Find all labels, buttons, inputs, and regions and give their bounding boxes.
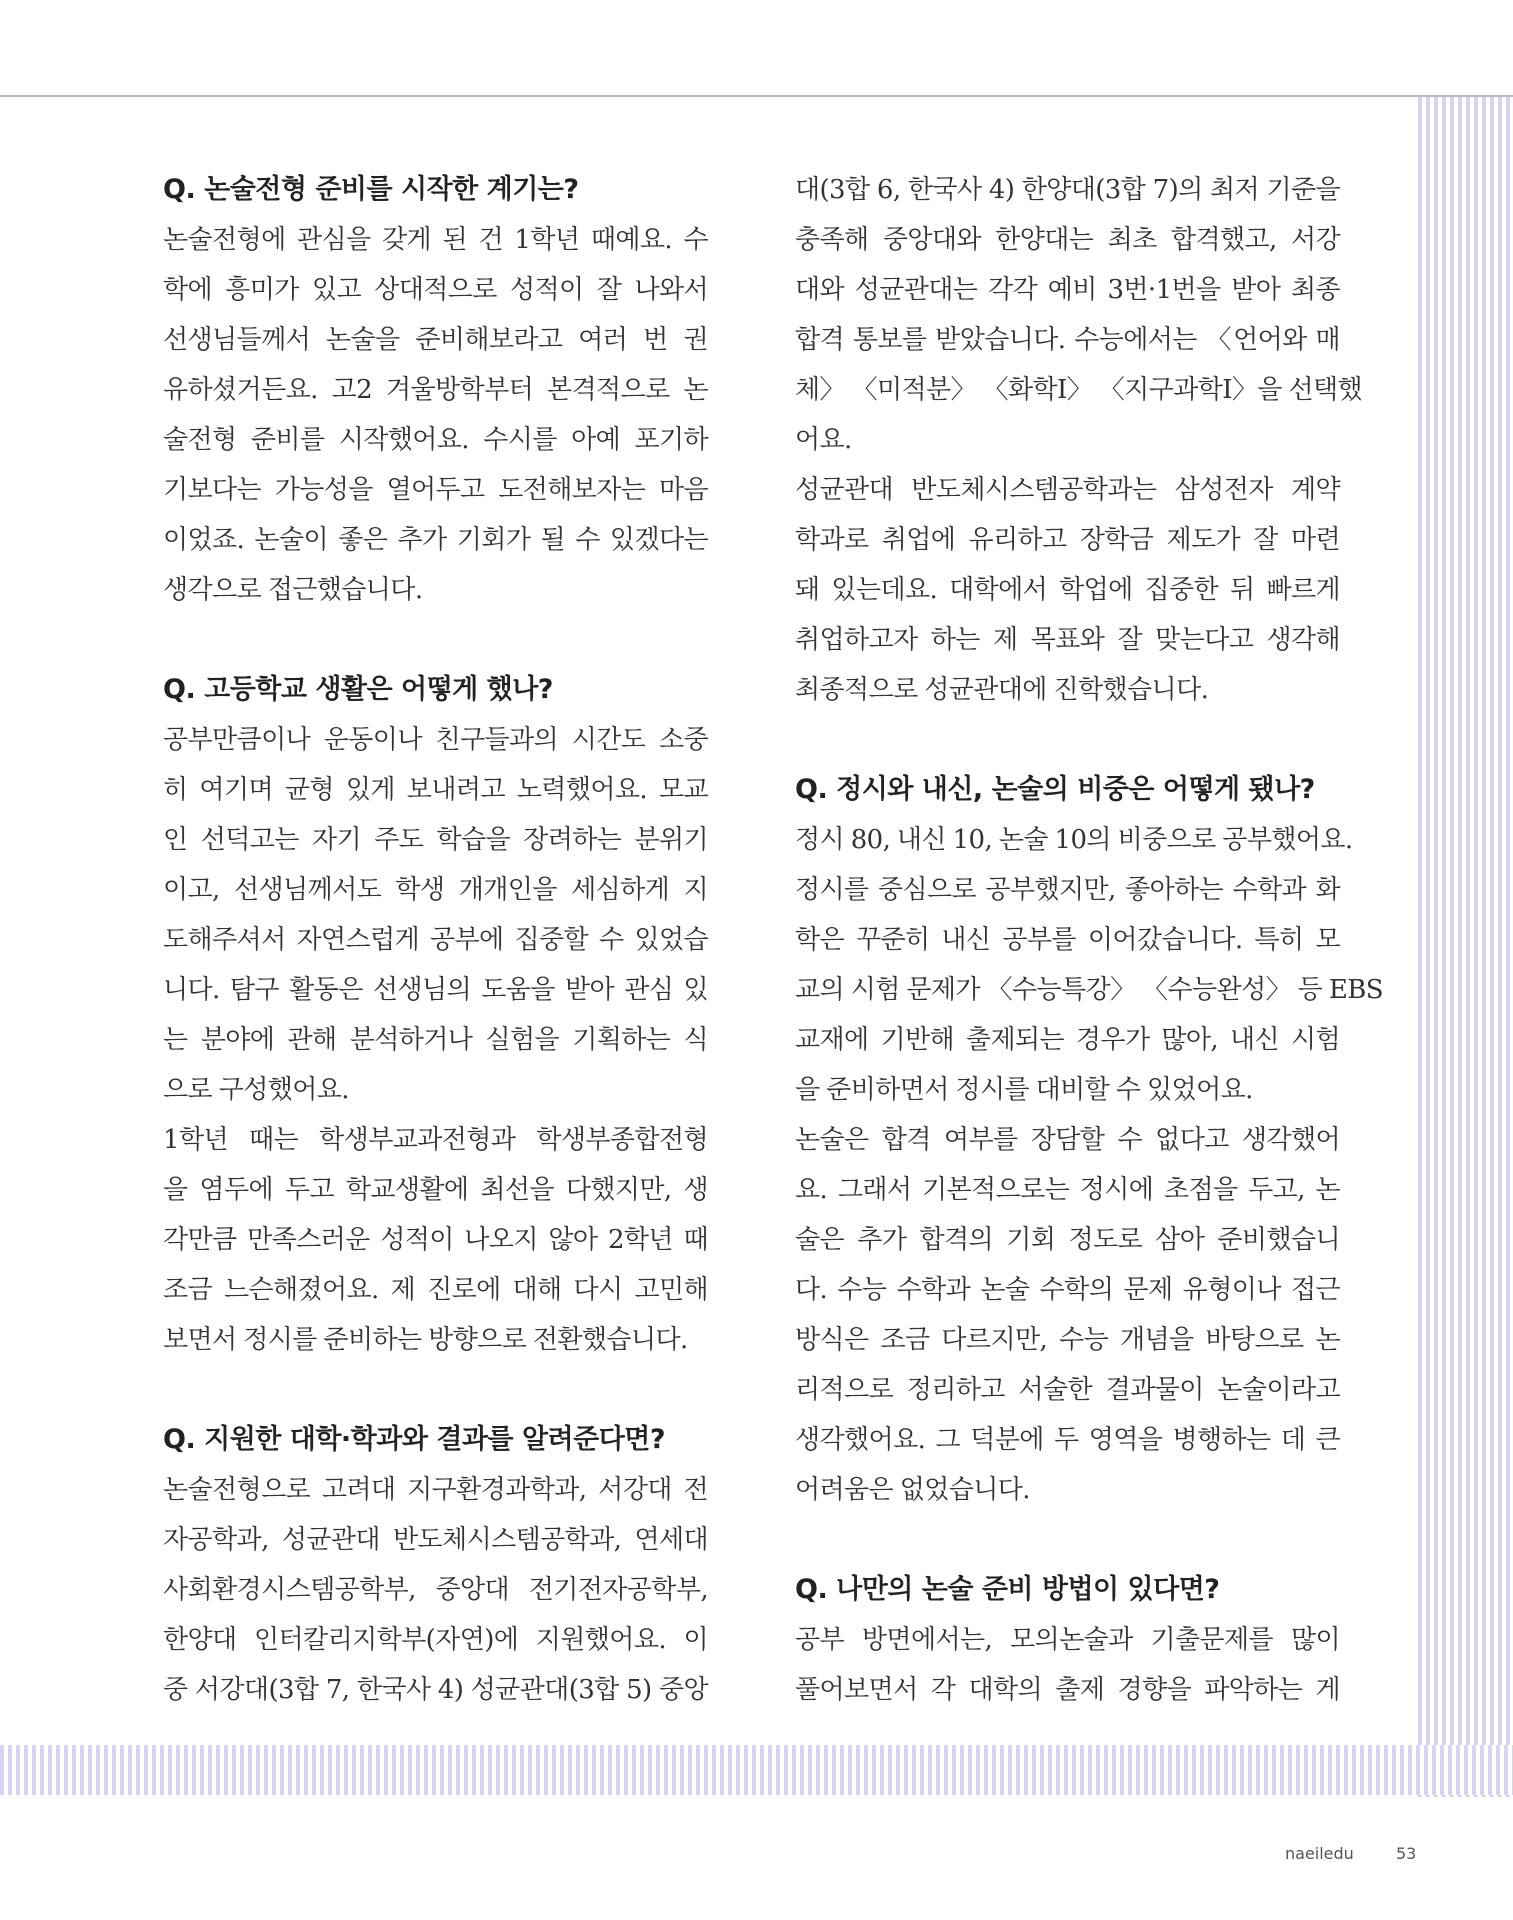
- body-line: 다. 수능 수학과 논술 수학의 문제 유형이나 접근: [795, 1275, 1340, 1305]
- body-line: 을 준비하면서 정시를 대비할 수 있었어요.: [795, 1075, 1253, 1105]
- body-line: 을 염두에 두고 학교생활에 최선을 다했지만, 생: [163, 1175, 708, 1205]
- body-line: 논술전형에 관심을 갖게 된 건 1학년 때예요. 수: [163, 225, 708, 255]
- body-line: 학에 흥미가 있고 상대적으로 성적이 잘 나와서: [163, 275, 708, 305]
- body-line: 정시를 중심으로 공부했지만, 좋아하는 수학과 화: [795, 875, 1340, 905]
- body-line: 취업하고자 하는 제 목표와 잘 맞는다고 생각해: [795, 625, 1340, 655]
- question-heading: Q. 지원한 대학·학과와 결과를 알려준다면?: [163, 1424, 666, 1455]
- footer-brand: naeiledu: [1285, 1844, 1354, 1863]
- body-line: 교재에 기반해 출제되는 경우가 많아, 내신 시험: [795, 1025, 1340, 1055]
- body-line: 리적으로 정리하고 서술한 결과물이 논술이라고: [795, 1375, 1340, 1405]
- body-line: 는 분야에 관해 분석하거나 실험을 기획하는 식: [163, 1025, 708, 1055]
- body-line: 최종적으로 성균관대에 진학했습니다.: [795, 675, 1209, 705]
- body-line: 도해주셔서 자연스럽게 공부에 집중할 수 있었습: [163, 925, 708, 955]
- body-line: 술전형 준비를 시작했어요. 수시를 아예 포기하: [163, 425, 708, 455]
- body-line: 히 여기며 균형 있게 보내려고 노력했어요. 모교: [163, 775, 708, 805]
- body-line: 중 서강대(3합 7, 한국사 4) 성균관대(3합 5) 중앙: [163, 1675, 708, 1705]
- body-line: 대와 성균관대는 각각 예비 3번·1번을 받아 최종: [795, 275, 1340, 305]
- body-line: 1학년 때는 학생부교과전형과 학생부종합전형: [163, 1125, 708, 1155]
- body-line: 방식은 조금 다르지만, 수능 개념을 바탕으로 논: [795, 1325, 1340, 1355]
- body-line: 술은 추가 합격의 기회 정도로 삼아 준비했습니: [795, 1225, 1340, 1255]
- body-line: 논술전형으로 고려대 지구환경과학과, 서강대 전: [163, 1475, 708, 1505]
- body-line: 이고, 선생님께서도 학생 개개인을 세심하게 지: [163, 875, 708, 905]
- body-line: 돼 있는데요. 대학에서 학업에 집중한 뒤 빠르게: [795, 575, 1340, 605]
- body-line: 사회환경시스템공학부, 중앙대 전기전자공학부,: [163, 1575, 708, 1605]
- qa-section-applications-continued: [795, 165, 1363, 715]
- body-line: 대(3합 6, 한국사 4) 한양대(3합 7)의 최저 기준을: [795, 175, 1340, 205]
- body-line: 조금 느슨해졌어요. 제 진로에 대해 다시 고민해: [163, 1275, 708, 1305]
- body-line: 교의 시험 문제가 〈수능특강〉 〈수능완성〉 등 EBS: [795, 975, 1383, 1005]
- qa-section-weighting: [795, 765, 1383, 1515]
- body-line: 인 선덕고는 자기 주도 학습을 장려하는 분위기: [163, 825, 708, 855]
- body-line: 기보다는 가능성을 열어두고 도전해보자는 마음: [163, 475, 708, 505]
- qa-section-preparation-method: [795, 1565, 1340, 1715]
- question-heading: Q. 나만의 논술 준비 방법이 있다면?: [795, 1574, 1220, 1605]
- body-line: 성균관대 반도체시스템공학과는 삼성전자 계약: [795, 475, 1340, 505]
- question-heading: Q. 정시와 내신, 논술의 비중은 어떻게 됐나?: [795, 774, 1315, 805]
- body-line: 체〉 〈미적분〉 〈화학Ⅰ〉 〈지구과학Ⅰ〉을 선택했: [795, 375, 1363, 405]
- question-heading: Q. 논술전형 준비를 시작한 계기는?: [163, 174, 579, 205]
- body-line: 논술은 합격 여부를 장담할 수 없다고 생각했어: [795, 1125, 1340, 1155]
- body-line: 어요.: [795, 425, 852, 455]
- body-line: 보면서 정시를 준비하는 방향으로 전환했습니다.: [163, 1325, 688, 1355]
- question-heading: Q. 고등학교 생활은 어떻게 했나?: [163, 674, 553, 705]
- body-line: 공부 방면에서는, 모의논술과 기출문제를 많이: [795, 1625, 1340, 1655]
- body-line: 정시 80, 내신 10, 논술 10의 비중으로 공부했어요.: [795, 825, 1353, 855]
- body-line: 학은 꾸준히 내신 공부를 이어갔습니다. 특히 모: [795, 925, 1340, 955]
- body-line: 생각했어요. 그 덕분에 두 영역을 병행하는 데 큰: [795, 1425, 1340, 1455]
- right-column: [795, 165, 1383, 1715]
- qa-section-applications: [163, 1415, 708, 1715]
- left-column: [163, 165, 708, 1715]
- body-line: 풀어보면서 각 대학의 출제 경향을 파악하는 게: [795, 1675, 1340, 1705]
- body-line: 으로 구성했어요.: [163, 1075, 349, 1105]
- body-line: 각만큼 만족스러운 성적이 나오지 않아 2학년 때: [163, 1225, 708, 1255]
- body-line: 유하셨거든요. 고2 겨울방학부터 본격적으로 논: [163, 375, 708, 405]
- decorative-stripe-bottom: [0, 1745, 1513, 1795]
- qa-section-school-life: [163, 665, 708, 1365]
- body-line: 학과로 취업에 유리하고 장학금 제도가 잘 마련: [795, 525, 1340, 555]
- body-line: 공부만큼이나 운동이나 친구들과의 시간도 소중: [163, 725, 708, 755]
- body-line: 충족해 중앙대와 한양대는 최초 합격했고, 서강: [795, 225, 1340, 255]
- body-line: 선생님들께서 논술을 준비해보라고 여러 번 권: [163, 325, 708, 355]
- body-line: 자공학과, 성균관대 반도체시스템공학과, 연세대: [163, 1525, 708, 1555]
- body-line: 어려움은 없었습니다.: [795, 1475, 1030, 1505]
- decorative-stripe-right: [1418, 97, 1513, 1797]
- qa-section-motivation: [163, 165, 708, 615]
- body-line: 이었죠. 논술이 좋은 추가 기회가 될 수 있겠다는: [163, 525, 708, 555]
- body-line: 한양대 인터칼리지학부(자연)에 지원했어요. 이: [163, 1625, 708, 1655]
- body-line: 요. 그래서 기본적으로는 정시에 초점을 두고, 논: [795, 1175, 1340, 1205]
- body-line: 니다. 탐구 활동은 선생님의 도움을 받아 관심 있: [163, 975, 708, 1005]
- body-line: 생각으로 접근했습니다.: [163, 575, 423, 605]
- body-line: 합격 통보를 받았습니다. 수능에서는 〈언어와 매: [795, 325, 1340, 355]
- page-number: 53: [1396, 1844, 1417, 1863]
